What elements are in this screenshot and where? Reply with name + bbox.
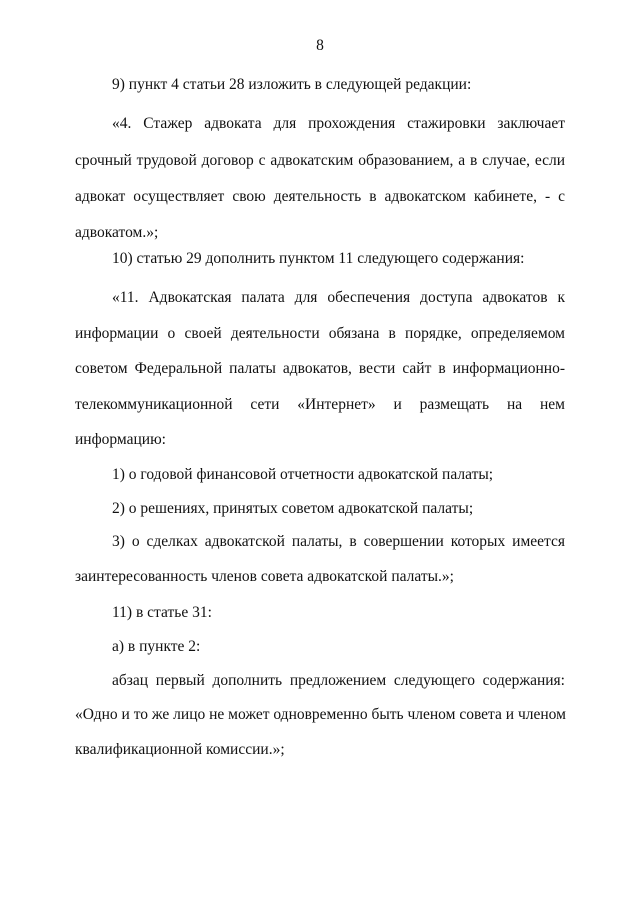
paragraph-item-11: 11) в статье 31:	[112, 604, 212, 621]
abzac-line-1: абзац первый дополнить предложением следующего содержания:	[112, 672, 565, 689]
quote-4-line-3: адвокат осуществляет свою деятельность в адвокатском кабинете, - с	[75, 188, 565, 205]
quote-4-line-4: адвокатом.»;	[75, 224, 159, 241]
quote-11-line-4: телекоммуникационной сети «Интернет» и размещать на нем	[75, 396, 565, 413]
quote-11-line-5: информацию:	[75, 431, 166, 448]
list-item-1: 1) о годовой финансовой отчетности адвокатской палаты;	[112, 466, 494, 483]
subitem-a: а) в пункте 2:	[112, 638, 201, 655]
abzac-line-2: «Одно и то же лицо не может одновременно быть членом совета и членом	[75, 706, 566, 723]
quote-11-line-3: советом Федеральной палаты адвокатов, вести сайт в информационно-	[75, 360, 565, 377]
quote-11-line-2: информации о своей деятельности обязана в порядке, определяемом	[75, 325, 565, 342]
paragraph-item-10: 10) статью 29 дополнить пунктом 11 следующего содержания:	[112, 250, 525, 267]
abzac-line-3: квалификационной комиссии.»;	[75, 741, 285, 758]
quote-4-line-1: «4. Стажер адвоката для прохождения стажировки заключает	[112, 115, 565, 132]
list-item-3-line-1: 3) о сделках адвокатской палаты, в совершении которых имеется	[112, 533, 565, 550]
list-item-3-line-2: заинтересованность членов совета адвокатской палаты.»;	[75, 568, 454, 585]
paragraph-item-9: 9) пункт 4 статьи 28 изложить в следующей редакции:	[112, 76, 472, 93]
page-number: 8	[316, 37, 324, 54]
quote-4-line-2: срочный трудовой договор с адвокатским образованием, а в случае, если	[75, 152, 565, 169]
quote-11-line-1: «11. Адвокатская палата для обеспечения доступа адвокатов к	[112, 289, 565, 306]
list-item-2: 2) о решениях, принятых советом адвокатской палаты;	[112, 500, 474, 517]
